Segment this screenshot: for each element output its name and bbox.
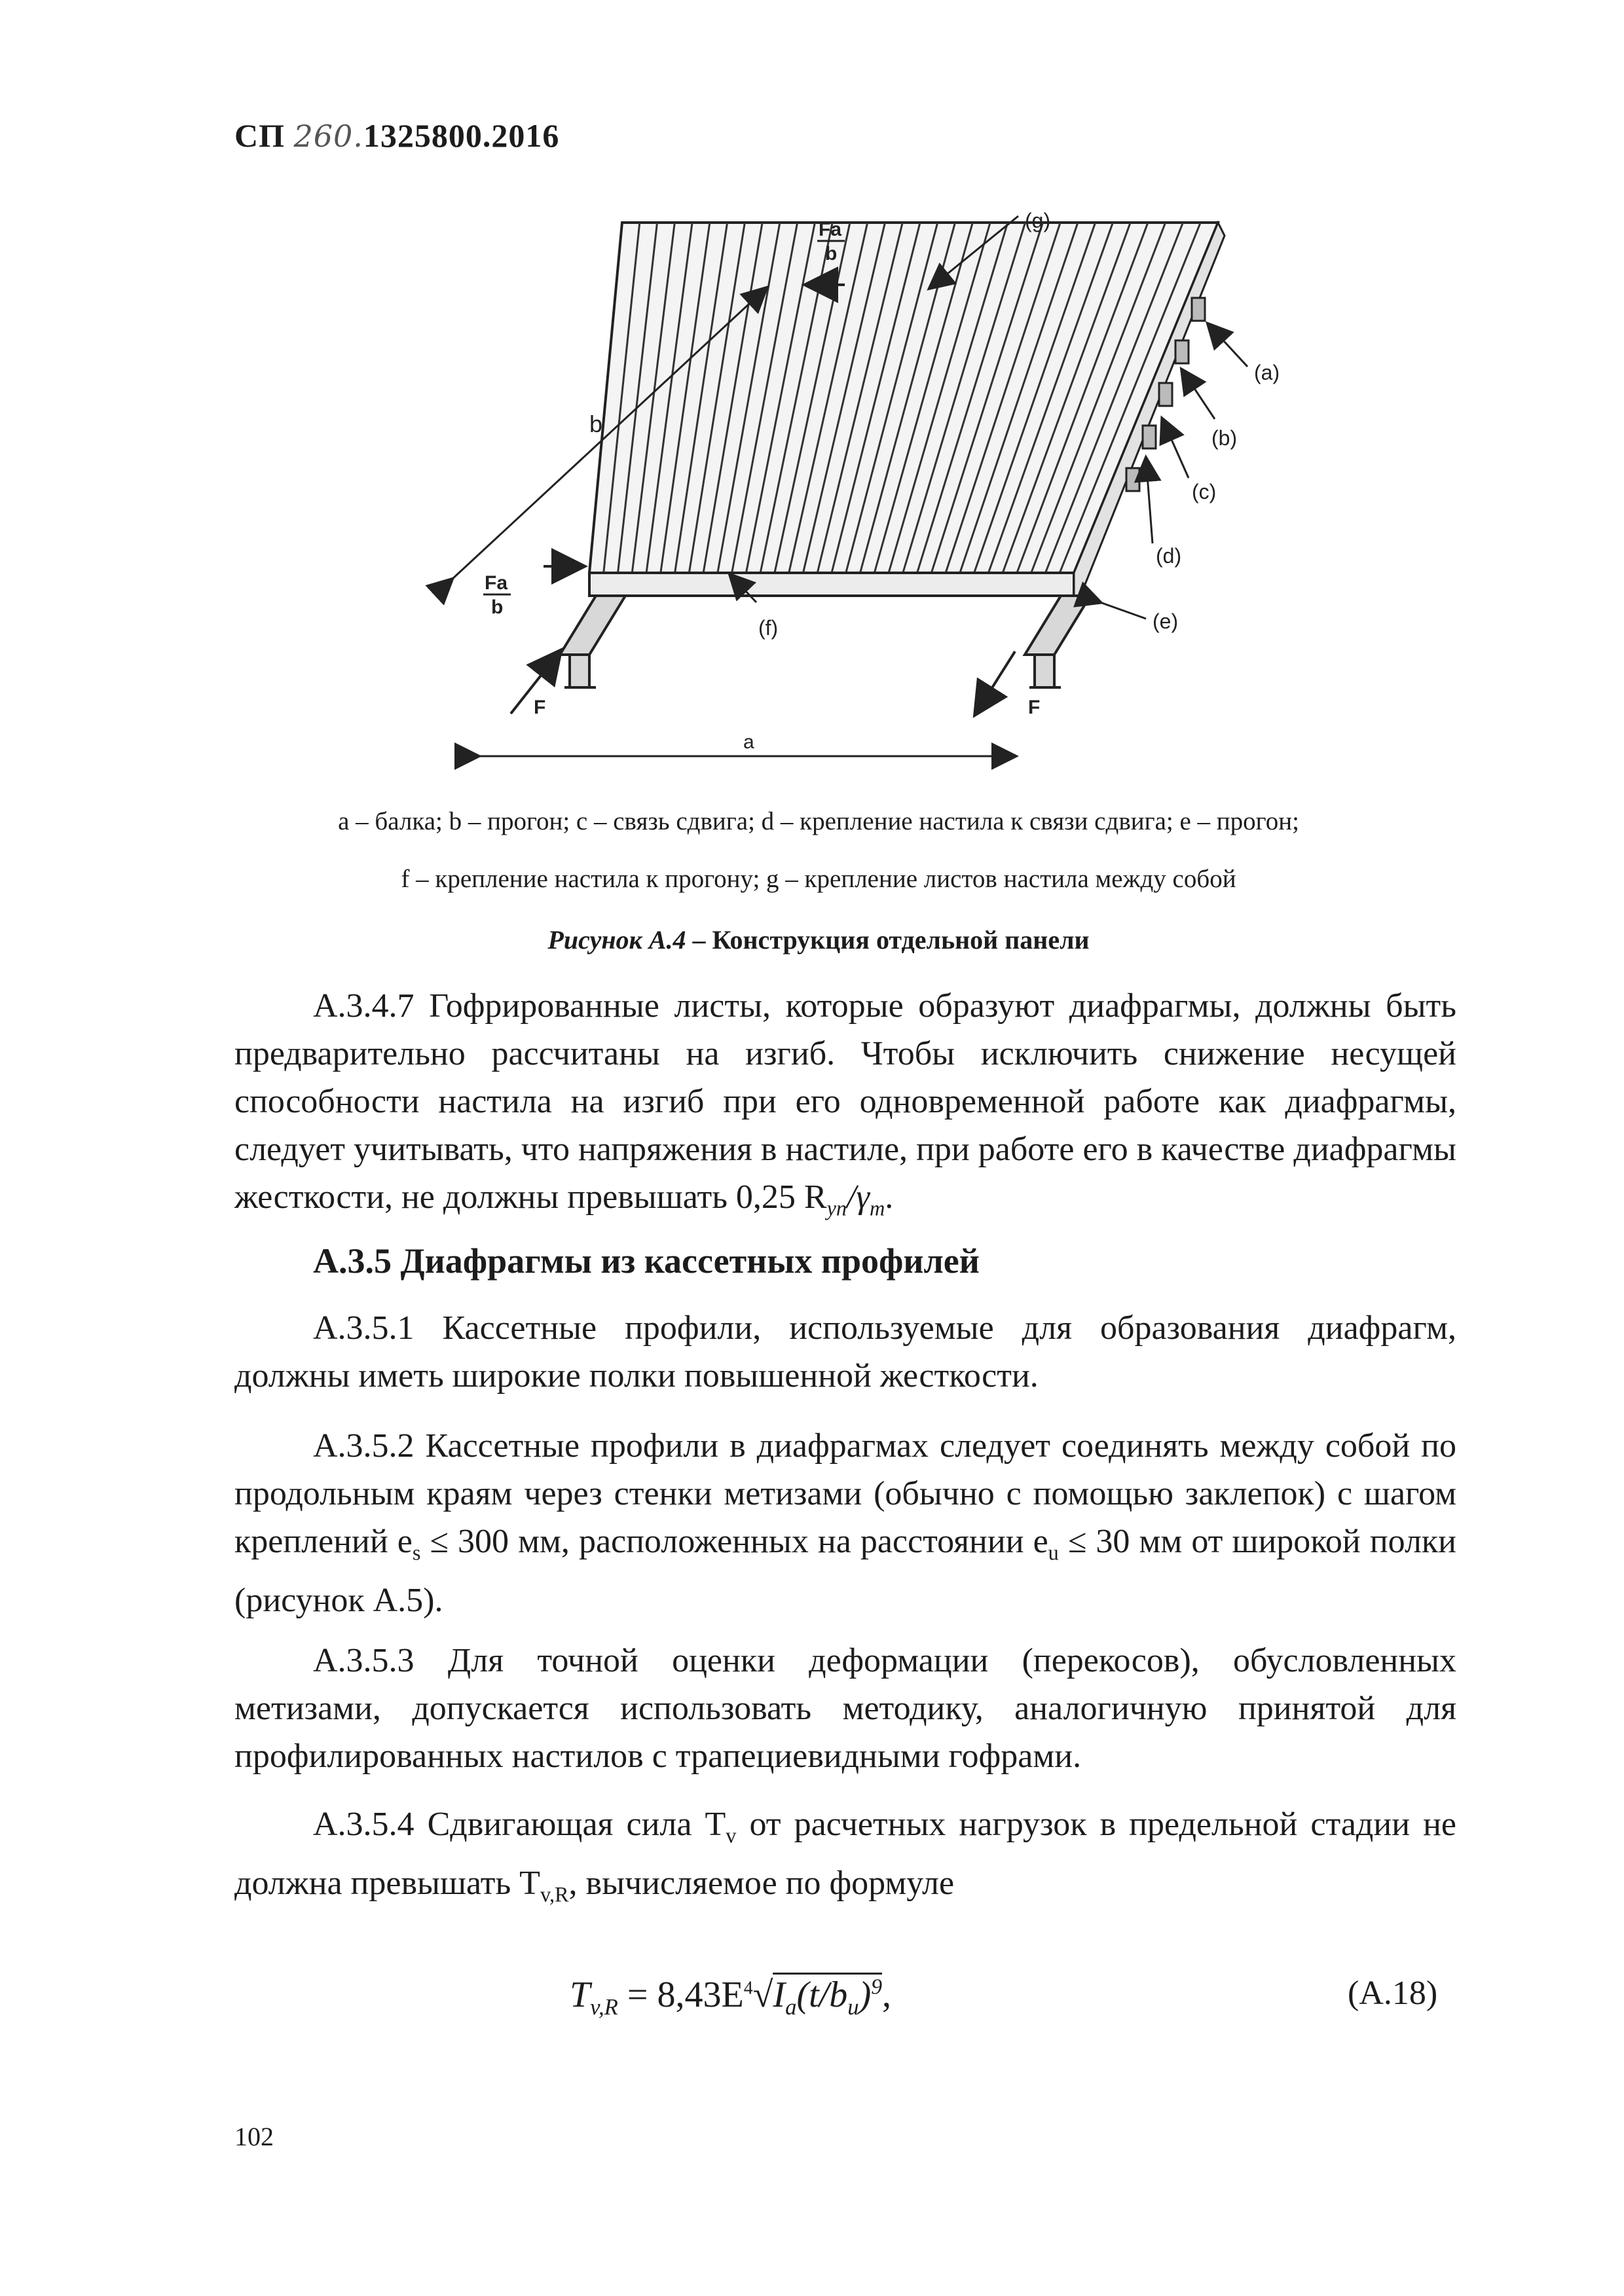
header-year: .2016	[482, 117, 560, 154]
figure-caption	[164, 924, 1473, 955]
label-a: (a)	[1254, 361, 1280, 384]
corrugated-deck	[589, 223, 1225, 596]
figure-caption-text: – Конструкция отдельной панели	[686, 925, 1090, 955]
dimension-a	[478, 731, 1015, 756]
force-left	[511, 651, 560, 718]
dimension-a-label: a	[743, 731, 754, 753]
header-handwritten-number: 260.	[293, 118, 363, 154]
header-code: 1325800	[363, 117, 483, 154]
beam-left	[560, 596, 625, 687]
figure-legend-line-1: a – балка; b – прогон; c – связь сдвига; d – крепление настила к связи сдвига; e – прогон;	[338, 807, 1299, 835]
beam-right	[1025, 596, 1090, 687]
paragraph-a3-5-4: А.3.5.4 Сдвигающая сила $T_v$ от расчетных нагрузок в предельной стадии не должна превышать $T_{v,R}$, вычисляемое по формуле	[234, 1806, 1456, 1906]
label-b: (b)	[1211, 426, 1238, 450]
svg-text:b: b	[825, 243, 838, 264]
paragraph-a3-5-3: А.3.5.3 Для точной оценки деформации (перекосов), обусловленных метизами, допускается использовать методику, аналогичную принятой для профилированных настилов с трапециевидными гофрами.	[234, 1642, 1456, 1775]
paragraph-a3-5-1: А.3.5.1 Кассетные профили, используемые для образования диафрагм, должны иметь широкие полки повышенной жесткости.	[234, 1309, 1456, 1394]
svg-text:F: F	[1028, 697, 1041, 718]
label-f: (f)	[758, 616, 779, 640]
paragraph-a3-5-2: А.3.5.2 Кассетные профили в диафрагмах следует соединять между собой по продольным краям через стенки метизами (обычно с помощью заклепок) с шагом креплений $e_s \le 300$ мм, расположенных на расстоянии $e_u \le 30$ мм от широкой полки (рисунок А.5).	[234, 1427, 1456, 1620]
section-heading-a3-5: А.3.5 Диафрагмы из кассетных профилей	[313, 1241, 980, 1281]
label-d: (d)	[1156, 544, 1182, 568]
page-number: 102	[234, 2122, 274, 2151]
radicand: $I_a(t/b_u)^9$	[773, 1973, 882, 2015]
figure-caption-label: Рисунок А.4	[547, 925, 686, 955]
figure-legend-line-2: f – крепление настила к прогону; g – крепление листов настила между собой	[401, 865, 1236, 893]
label-g: (g)	[1025, 209, 1051, 232]
header-prefix: СП	[234, 117, 294, 154]
formula-a18: $T_{v,R} = 8,43E^4√I_a(t/b_u)^9$,	[570, 1974, 891, 2020]
panel-construction-figure	[393, 196, 1323, 773]
svg-text:Fa: Fa	[485, 572, 508, 594]
root-sign: √	[752, 1975, 773, 2015]
dimension-b-label: b	[589, 410, 603, 437]
label-c: (c)	[1192, 480, 1217, 503]
svg-text:b: b	[491, 596, 504, 618]
formula-number: (А.18)	[1348, 1975, 1438, 2012]
svg-text:Fa: Fa	[819, 219, 842, 240]
paragraph-a3-4-7: А.3.4.7 Гофрированные листы, которые образуют диафрагмы, должны быть предварительно рассчитаны на изгиб. Чтобы исключить снижение несущей способности настила на изгиб при его одновременной работе как диафрагмы, следует учитывать, что напряжения в настиле, при работе его в качестве диафрагмы жесткости, не должны превышать 0,25 $R_{yn}/\gamma_m$.	[234, 987, 1456, 1220]
svg-text:F: F	[534, 697, 546, 718]
document-header	[234, 117, 559, 155]
shear-force-left	[483, 566, 583, 618]
force-right	[976, 651, 1040, 718]
label-e: (e)	[1153, 610, 1179, 633]
